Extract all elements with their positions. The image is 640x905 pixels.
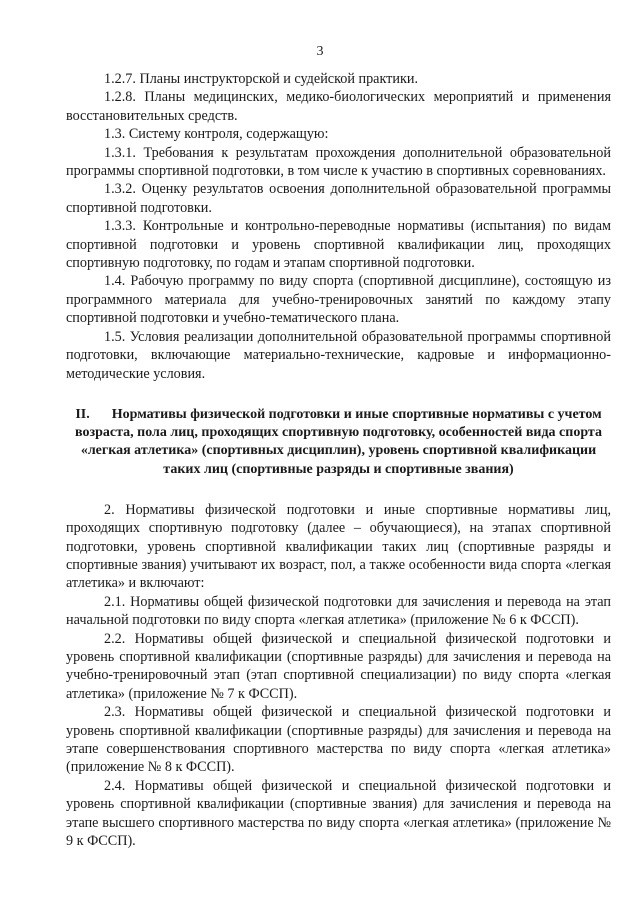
paragraph-1-3-3: 1.3.3. Контрольные и контрольно-переводные нормативы (испытания) по видам спортивной подготовки и уровень спортивной квалификации лиц, проходящих спортивную подготовку, по годам и этапам спортивной подготовки.	[66, 218, 611, 272]
paragraph-2: 2. Нормативы физической подготовки и иные спортивные нормативы лиц, проходящих спортивную подготовку (далее – обучающиеся), на этапах спортивной подготовки, уровень спортивной квалификации таких лиц (спортивные разряды и спортивные звания) учитывают их возраст, пол, а также особенности вида спорта «легкая атлетика» и включают:	[66, 501, 611, 592]
page-number: 3	[316, 44, 324, 59]
paragraph-2-3: 2.3. Нормативы общей физической и специальной физической подготовки и уровень спортивной квалификации (спортивные разряды) для зачисления и перевода на этапе совершенствования спортивного мастерства по виду спорта «легкая атлетика» (приложение № 8 к ФССП).	[66, 704, 611, 776]
paragraph-1-2-7: 1.2.7. Планы инструкторской и судейской практики.	[104, 71, 418, 87]
document-body	[66, 70, 611, 850]
section-number: II.	[75, 406, 90, 422]
paragraph-2-1: 2.1. Нормативы общей физической подготовки для зачисления и перевода на этап начальной подготовки по виду спорта «легкая атлетика» (приложение № 6 к ФССП).	[66, 593, 611, 629]
paragraph-1-2-8: 1.2.8. Планы медицинских, медико-биологических мероприятий и применения восстановительных средств.	[66, 89, 611, 124]
section-title: Нормативы физической подготовки и иные спортивные нормативы с учетом возраста, пола лиц, проходящих спортивную подготовку, особенностей вида спорта «легкая атлетика» (спортивных дисциплин), уровень спортивной квалификации таких лиц (спортивные разряды и спортивные звания)	[75, 406, 602, 477]
paragraph-1-3-2: 1.3.2. Оценку результатов освоения дополнительной образовательной программы спортивной подготовки.	[66, 181, 611, 216]
paragraph-2-4: 2.4. Нормативы общей физической и специальной физической подготовки и уровень спортивной квалификации (спортивные звания) для зачисления и перевода на этапе высшего спортивного мастерства по виду спорта «легкая атлетика» (приложение № 9 к ФССП).	[66, 777, 611, 850]
paragraph-1-3-1: 1.3.1. Требования к результатам прохождения дополнительной образовательной программы спортивной подготовки, в том числе к участию в спортивных соревнованиях.	[66, 144, 611, 180]
paragraph-1-4: 1.4. Рабочую программу по виду спорта (спортивной дисциплине), состоящую из программного материала для учебно-тренировочных занятий по каждому этапу спортивной подготовки и учебно-тематического плана.	[66, 273, 611, 327]
paragraph-1-3: 1.3. Систему контроля, содержащую:	[104, 126, 329, 143]
paragraph-2-2: 2.2. Нормативы общей физической и специальной физической подготовки и уровень спортивной квалификации (спортивные разряды) для зачисления и перевода на учебно-тренировочный этап (этап спортивной специализации) по виду спорта «легкая атлетика» (приложение № 7 к ФССП).	[66, 630, 611, 702]
section-heading	[66, 406, 611, 479]
paragraph-1-5: 1.5. Условия реализации дополнительной образовательной программы спортивной подготовки, включающие материально-технические, кадровые и информационно-методические условия.	[66, 328, 611, 382]
